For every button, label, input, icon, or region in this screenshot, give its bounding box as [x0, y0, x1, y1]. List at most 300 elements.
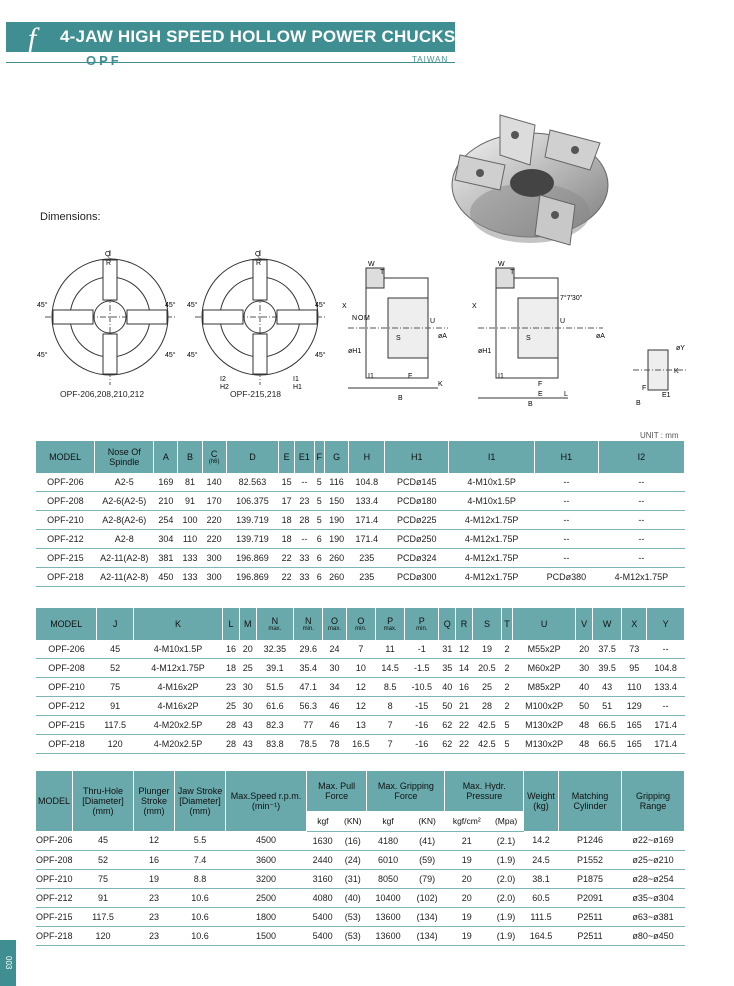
- t3-cell: P1246: [576, 835, 604, 846]
- t3-cell: 1800: [256, 911, 277, 922]
- t1-cell: 100: [182, 515, 198, 525]
- t1-cell: OPF-218: [47, 572, 84, 582]
- t1-cell: 260: [329, 572, 345, 582]
- t3-cell: 117.5: [92, 911, 114, 922]
- t2-cell: -10.5: [411, 682, 433, 692]
- t2-cell: 7: [358, 644, 364, 654]
- t1-header-3: B: [178, 441, 202, 473]
- t3-subheader: kgf/cm²: [445, 811, 489, 831]
- t3-cell: P2511: [577, 930, 603, 941]
- t2-cell: OPF-212: [48, 701, 85, 711]
- t3-cell: 10.6: [191, 892, 209, 903]
- t1-header-9: G: [325, 441, 349, 473]
- t1-header-10: H: [349, 441, 385, 473]
- t2-cell: M130x2P: [525, 720, 564, 730]
- t2-cell: 30: [329, 663, 340, 673]
- unit-label: UNIT : mm: [640, 431, 679, 440]
- det-f: F: [642, 385, 647, 392]
- t2-cell: OPF-218: [48, 739, 85, 749]
- t3-cell: (1.9): [496, 911, 516, 922]
- t2-cell: 12: [458, 644, 469, 654]
- t1-cell: 140: [206, 477, 222, 487]
- t2-cell: M55x2P: [527, 644, 561, 654]
- dim-h1: H1: [293, 384, 302, 391]
- t3-cell: 4500: [256, 835, 277, 846]
- t1-cell: 150: [329, 496, 345, 506]
- dimensions-table-1: [36, 441, 685, 587]
- t1-cell: 18: [281, 534, 292, 544]
- t2-cell: 4-M16x2P: [157, 682, 199, 692]
- t2-header-label: V: [581, 619, 588, 629]
- t1-cell: 139.719: [236, 515, 269, 525]
- t1-cell: 6: [316, 572, 322, 582]
- t3-cell: (102): [416, 892, 438, 903]
- t2-cell: 25: [242, 663, 253, 673]
- t2-cell: 2: [504, 701, 510, 711]
- t3-cell: 19: [149, 873, 160, 884]
- table-row: [36, 568, 685, 587]
- angle-45-b: 45°: [165, 302, 176, 309]
- t1-cell: 106.375: [236, 496, 269, 506]
- sec1-s: S: [396, 335, 401, 342]
- t2-cell: 5: [504, 739, 510, 749]
- t1-cell: 133.4: [355, 496, 379, 506]
- t1-header-5: D: [226, 441, 278, 473]
- t2-header-19: [647, 608, 685, 640]
- t1-header-7: E1: [295, 441, 314, 473]
- t2-cell: 20: [242, 644, 253, 654]
- t2-cell: 133.4: [654, 682, 677, 692]
- t3-cell: 38.1: [532, 873, 550, 884]
- t3-cell: 8050: [378, 873, 399, 884]
- section-drawing-2: [468, 258, 618, 408]
- t3-cell: ø22~ø169: [632, 835, 674, 846]
- t2-cell: 12: [355, 682, 366, 692]
- sec1-i1: I1: [368, 373, 374, 380]
- t2-cell: 28: [225, 720, 236, 730]
- t2-cell: 20: [579, 644, 590, 654]
- t2-cell: 2: [504, 663, 510, 673]
- t3-cell: (2.0): [496, 873, 516, 884]
- t1-cell: 190: [329, 515, 345, 525]
- t1-cell: --: [638, 496, 645, 506]
- table-row: [36, 716, 685, 735]
- dimensions-table-2: [36, 608, 685, 754]
- t3-cell: 19: [461, 911, 472, 922]
- t2-cell: 104.8: [654, 663, 677, 673]
- t2-cell: 5: [504, 720, 510, 730]
- t3-cell: P2091: [576, 892, 604, 903]
- t3-cell: 3160: [312, 873, 333, 884]
- sec1-k: K: [438, 381, 443, 388]
- t1-cell: 133: [182, 553, 198, 563]
- sec1-o: O: [358, 315, 364, 322]
- dimensions-label: Dimensions:: [40, 211, 101, 223]
- table-row: [36, 850, 685, 869]
- t2-header-10: [405, 608, 439, 640]
- t3-cell: 20: [461, 892, 472, 903]
- th-cylinder: Matching Cylinder: [559, 771, 622, 831]
- sec2-angle: 7°7'30": [560, 295, 583, 302]
- t2-cell: 29.6: [299, 644, 317, 654]
- t2-cell: M100x2P: [525, 701, 564, 711]
- t2-header-label: O: [331, 616, 339, 626]
- t2-cell: 4-M12x1.75P: [151, 663, 205, 673]
- t2-cell: 51.5: [266, 682, 284, 692]
- t1-cell: 110: [182, 534, 198, 544]
- t2-cell: 31: [442, 644, 453, 654]
- t2-cell: 120: [107, 739, 123, 749]
- t2-cell: 4-M20x2.5P: [153, 739, 203, 749]
- t3-cell: (1.9): [496, 930, 516, 941]
- t3-cell: P2511: [577, 911, 603, 922]
- t1-cell: --: [301, 477, 308, 487]
- t3-cell: (24): [344, 854, 361, 865]
- t2-cell: 110: [627, 682, 642, 692]
- t2-header-13: [472, 608, 501, 640]
- th-jaw-stroke: Jaw Stroke [Diameter] (mm): [175, 771, 226, 831]
- t1-header-6: E: [279, 441, 295, 473]
- t2-header-sub: min.: [355, 626, 367, 632]
- t3-subheader: (KN): [409, 811, 445, 831]
- t2-cell: 4-M10x1.5P: [153, 644, 203, 654]
- sec2-u: U: [560, 318, 566, 325]
- t2-header-label: Y: [662, 619, 669, 629]
- t2-cell: 11: [385, 644, 395, 654]
- t2-cell: -1: [417, 644, 426, 654]
- t2-header-sub: min.: [302, 626, 314, 632]
- t2-cell: 46: [329, 720, 340, 730]
- t1-header-8: F: [314, 441, 324, 473]
- sec2-phiH1: øH1: [478, 348, 492, 355]
- t2-cell: 14: [458, 663, 469, 673]
- t3-cell: (59): [419, 854, 436, 865]
- t2-cell: 42.5: [478, 720, 496, 730]
- t3-cell: 10400: [375, 892, 401, 903]
- det-b: B: [636, 400, 641, 407]
- t1-cell: PCDø225: [396, 515, 437, 525]
- t2-header-label: N: [271, 616, 279, 626]
- det-e1: E1: [662, 392, 671, 399]
- t1-cell: 170: [206, 496, 222, 506]
- t1-header-14: I2: [598, 441, 684, 473]
- t2-header-sub: max.: [268, 626, 282, 632]
- t2-cell: 4-M16x2P: [157, 701, 199, 711]
- angle-45-g: 45°: [187, 352, 198, 359]
- th-hydr: Max. Hydr. Pressure: [445, 771, 524, 811]
- t1-cell: 23: [299, 496, 310, 506]
- t1-cell: 235: [359, 572, 375, 582]
- th-grip-force: Max. Gripping Force: [367, 771, 445, 811]
- t1-cell: OPF-206: [47, 477, 84, 487]
- dim-i1: I1: [293, 376, 299, 383]
- t2-header-14: [502, 608, 513, 640]
- t1-header-12: I1: [449, 441, 535, 473]
- t2-cell: 48: [579, 720, 590, 730]
- sec2-w: W: [498, 261, 505, 268]
- t2-header-2: [133, 608, 222, 640]
- t1-cell: 300: [206, 553, 222, 563]
- t2-cell: 117.5: [104, 720, 127, 730]
- t3-cell: (2.0): [496, 892, 516, 903]
- t2-cell: 77: [303, 720, 314, 730]
- t1-cell: 190: [329, 534, 345, 544]
- t1-cell: --: [563, 515, 570, 525]
- angle-45-h: 45°: [315, 352, 326, 359]
- t3-cell: 20: [461, 873, 472, 884]
- t2-cell: 8: [387, 701, 393, 711]
- t3-cell: 23: [149, 892, 160, 903]
- t3-cell: P1875: [576, 873, 604, 884]
- t1-cell: 381: [158, 553, 174, 563]
- t1-cell: 196.869: [236, 553, 269, 563]
- t2-header-9: [375, 608, 404, 640]
- t3-cell: 60.5: [532, 892, 550, 903]
- dim-i2: I2: [220, 376, 226, 383]
- t1-cell: A2-5: [114, 477, 134, 487]
- t2-cell: 39.5: [598, 663, 616, 673]
- t2-cell: 16: [458, 682, 469, 692]
- t2-header-5: [256, 608, 294, 640]
- t3-cell: 4080: [312, 892, 333, 903]
- t1-cell: PCDø180: [396, 496, 437, 506]
- t2-header-3: [223, 608, 240, 640]
- t3-cell: 75: [98, 873, 109, 884]
- front-view-drawing-2: [185, 245, 340, 395]
- t2-cell: -16: [415, 720, 429, 730]
- t2-cell: 45: [110, 644, 121, 654]
- t2-cell: 66.5: [598, 739, 616, 749]
- t1-cell: A2-6(A2-5): [102, 496, 147, 506]
- t1-cell: 4-M12x1.75P: [464, 534, 519, 544]
- t2-cell: 66.5: [598, 720, 616, 730]
- t3-cell: 45: [98, 835, 109, 846]
- t3-cell: (1.9): [496, 854, 516, 865]
- t2-cell: 14.5: [381, 663, 399, 673]
- t3-cell: 24.5: [532, 854, 550, 865]
- company-logo: f: [27, 22, 37, 55]
- t3-cell: 10.6: [191, 911, 209, 922]
- t3-cell: 164.5: [529, 930, 553, 941]
- t2-header-8: [346, 608, 375, 640]
- t1-cell: 5: [316, 477, 322, 487]
- t3-cell: 4180: [378, 835, 399, 846]
- t2-cell: 4-M20x2.5P: [153, 720, 203, 730]
- t3-cell: 21: [461, 835, 472, 846]
- t3-cell: 5400: [312, 930, 333, 941]
- sec1-u: U: [430, 318, 436, 325]
- sec1-w: W: [368, 261, 375, 268]
- t1-cell: --: [638, 515, 645, 525]
- t1-cell: 6: [316, 534, 322, 544]
- t1-cell: A2-11(A2-8): [100, 572, 149, 582]
- t2-cell: 22: [458, 720, 469, 730]
- t2-cell: 171.4: [654, 739, 677, 749]
- t2-cell: 165: [626, 720, 642, 730]
- t1-cell: 4-M12x1.75P: [464, 572, 519, 582]
- t2-cell: -16: [415, 739, 429, 749]
- t2-cell: M60x2P: [527, 663, 561, 673]
- t3-cell: ø80~ø450: [632, 930, 674, 941]
- sec1-f: F: [408, 373, 413, 380]
- t2-cell: OPF-206: [48, 644, 85, 654]
- t3-cell: OPF-210: [36, 873, 73, 884]
- t2-cell: 30: [579, 663, 590, 673]
- t1-cell: 33: [299, 553, 310, 563]
- t1-cell: 28: [299, 515, 310, 525]
- t3-cell: 1630: [312, 835, 333, 846]
- t3-cell: ø28~ø254: [632, 873, 674, 884]
- t3-subheader: kgf: [307, 811, 339, 831]
- t1-cell: 169: [158, 477, 174, 487]
- t2-header-label: Q: [443, 619, 451, 629]
- table-row: [36, 511, 685, 530]
- table-row: [36, 492, 685, 511]
- t2-cell: 62: [442, 739, 453, 749]
- t2-cell: M85x2P: [527, 682, 561, 692]
- t2-cell: 73: [629, 644, 640, 654]
- t1-cell: 82.563: [238, 477, 267, 487]
- t3-cell: 111.5: [530, 911, 552, 922]
- t1-cell: --: [638, 534, 645, 544]
- t2-cell: 82.3: [266, 720, 284, 730]
- t3-cell: 120: [95, 930, 111, 941]
- t2-cell: OPF-210: [48, 682, 85, 692]
- t3-cell: 12: [149, 835, 160, 846]
- t3-cell: 16: [149, 854, 160, 865]
- sec2-i1: I1: [498, 373, 504, 380]
- t2-cell: 83.8: [266, 739, 284, 749]
- t1-cell: --: [563, 496, 570, 506]
- t3-cell: 5.5: [193, 835, 207, 846]
- sec1-m: M: [364, 315, 370, 322]
- t1-cell: 220: [206, 515, 222, 525]
- table-row: [36, 530, 685, 549]
- t2-cell: 78.5: [299, 739, 317, 749]
- t2-cell: --: [662, 701, 669, 711]
- th-model: MODEL: [36, 771, 73, 831]
- t1-cell: 5: [316, 515, 322, 525]
- t2-cell: 37.5: [598, 644, 616, 654]
- t3-cell: (2.1): [496, 835, 516, 846]
- t2-cell: 43: [242, 739, 253, 749]
- t1-cell: --: [563, 553, 570, 563]
- table-row: [36, 549, 685, 568]
- t2-cell: 12: [355, 701, 366, 711]
- t2-header-label: J: [112, 619, 118, 629]
- t3-cell: ø35~ø304: [632, 892, 674, 903]
- sec2-l: L: [564, 391, 568, 398]
- sec2-f: F: [538, 381, 543, 388]
- table-row: [36, 697, 685, 716]
- t3-cell: (134): [416, 930, 438, 941]
- t3-cell: 7.4: [193, 854, 207, 865]
- t2-header-label: L: [228, 619, 234, 629]
- sec1-x: X: [342, 303, 347, 310]
- angle-45-a: 45°: [37, 302, 48, 309]
- t2-cell: 51: [602, 701, 613, 711]
- t2-cell: OPF-208: [48, 663, 85, 673]
- t2-cell: 50: [579, 701, 590, 711]
- sec1-phiH1: øH1: [348, 348, 362, 355]
- t2-cell: 129: [626, 701, 642, 711]
- t1-cell: --: [301, 534, 308, 544]
- t2-cell: 34: [329, 682, 340, 692]
- t2-cell: 18: [225, 663, 236, 673]
- t2-cell: 23: [225, 682, 236, 692]
- det-phiY: øY: [676, 345, 685, 352]
- t1-cell: 4-M10x1.5P: [467, 496, 516, 506]
- t2-cell: 21: [458, 701, 469, 711]
- t3-cell: 13600: [375, 911, 401, 922]
- t2-cell: 56.3: [299, 701, 317, 711]
- sec2-x: X: [472, 303, 477, 310]
- t1-cell: PCDø145: [396, 477, 437, 487]
- dim-r: R: [106, 260, 112, 267]
- t1-header-c-note: (h6): [208, 459, 220, 465]
- t2-cell: 61.6: [266, 701, 284, 711]
- t2-cell: 35: [442, 663, 453, 673]
- country-label: TAIWAN: [412, 55, 449, 64]
- t1-cell: 4-M12x1.75P: [464, 553, 519, 563]
- t2-header-sub: max.: [383, 626, 397, 632]
- t1-cell: 18: [281, 515, 292, 525]
- t2-cell: 35.4: [299, 663, 317, 673]
- t2-header-label: S: [483, 619, 490, 629]
- t1-cell: 196.869: [236, 572, 269, 582]
- drawing-caption-right: OPF-215,218: [230, 389, 282, 399]
- t2-header-label: P: [418, 616, 425, 626]
- t2-header-label: W: [602, 619, 612, 629]
- t1-cell: 171.4: [355, 515, 379, 525]
- t1-cell: 304: [158, 534, 174, 544]
- t3-cell: 13600: [375, 930, 401, 941]
- front-view-drawing-1: [35, 245, 190, 390]
- t2-cell: 32.35: [263, 644, 287, 654]
- t1-header-c-label: C: [210, 449, 218, 459]
- t2-header-12: [456, 608, 473, 640]
- t1-cell: OPF-208: [47, 496, 84, 506]
- t2-cell: --: [662, 644, 669, 654]
- t2-cell: 48: [579, 739, 590, 749]
- t3-cell: 52: [98, 854, 109, 865]
- t1-cell: 6: [316, 553, 322, 563]
- t3-cell: 19: [461, 854, 472, 865]
- t3-cell: 23: [149, 930, 160, 941]
- t1-cell: 235: [359, 553, 375, 563]
- t3-cell: 5400: [312, 911, 333, 922]
- t3-cell: 1500: [256, 930, 277, 941]
- t3-cell: OPF-215: [36, 911, 73, 922]
- t2-cell: 40: [579, 682, 590, 692]
- th-range: Gripping Range: [622, 771, 685, 831]
- table-row: [36, 888, 685, 907]
- t2-cell: 25: [225, 701, 236, 711]
- t2-header-18: [622, 608, 647, 640]
- th-weight: Weight (kg): [524, 771, 559, 831]
- t1-cell: 254: [158, 515, 174, 525]
- t1-cell: A2-8(A2-6): [102, 515, 147, 525]
- th-plunger: Plunger Stroke (mm): [134, 771, 175, 831]
- t2-cell: 19: [481, 644, 492, 654]
- t2-cell: 165: [626, 739, 642, 749]
- dim-q-2: Q: [255, 251, 261, 258]
- t1-cell: --: [638, 553, 645, 563]
- t2-header-label: N: [304, 616, 312, 626]
- t3-subheader: kgf: [367, 811, 409, 831]
- sec1-n: N: [352, 315, 358, 322]
- t3-cell: 2440: [312, 854, 333, 865]
